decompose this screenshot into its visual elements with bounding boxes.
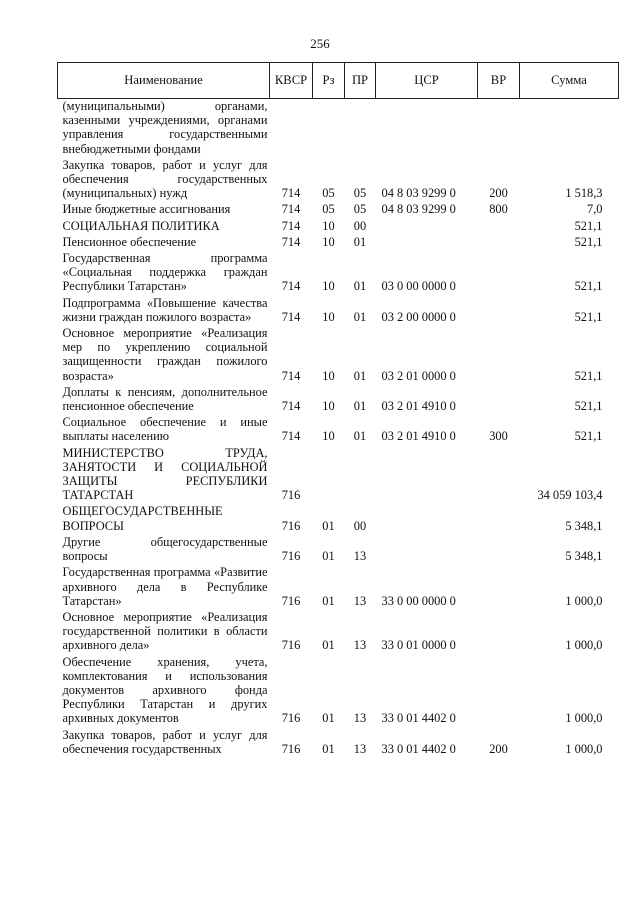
budget-table [57, 62, 619, 758]
row-pr: 01 [353, 429, 367, 444]
table-row [58, 202, 619, 218]
row-kvsr: 714 [281, 279, 301, 294]
row-csr: 03 2 00 0000 0 [381, 309, 456, 324]
row-kvsr: 716 [281, 741, 301, 756]
row-vr [478, 610, 520, 655]
row-name: СОЦИАЛЬНАЯ ПОЛИТИКА [62, 218, 220, 233]
row-pr: 00 [353, 518, 367, 533]
row-rz: 10 [322, 429, 335, 444]
row-name: Основное мероприятие «Реализация мер по укреплению социальной защищенности граждан пожилого возраста» [62, 326, 268, 383]
row-sum: 521,1 [574, 218, 603, 233]
row-rz: 10 [322, 309, 335, 324]
row-name: Закупка товаров, работ и услуг для обеспечения государственных (муниципальных) нужд [62, 157, 268, 201]
row-csr [376, 99, 478, 158]
row-kvsr: 714 [281, 234, 301, 249]
row-rz: 01 [322, 518, 335, 533]
row-name: Доплаты к пенсиям, дополнительное пенсионное обеспечение [62, 384, 268, 414]
table-row [58, 610, 619, 655]
row-vr [478, 535, 520, 565]
header-pr: ПР [345, 63, 376, 99]
row-rz: 10 [322, 399, 335, 414]
row-vr: 300 [489, 429, 508, 444]
row-vr [478, 235, 520, 251]
row-sum: 1 000,0 [565, 711, 603, 726]
row-rz: 01 [322, 741, 335, 756]
row-csr: 03 2 01 4910 0 [381, 399, 456, 414]
row-kvsr: 714 [281, 218, 301, 233]
row-pr: 01 [353, 234, 367, 249]
row-sum: 521,1 [574, 368, 603, 383]
row-vr [478, 655, 520, 728]
row-vr [478, 326, 520, 385]
row-rz: 05 [322, 202, 335, 217]
row-sum: 5 348,1 [565, 549, 603, 564]
page-number: 256 [310, 36, 330, 51]
header-sum: Сумма [520, 63, 619, 99]
row-name: Подпрограмма «Повышение качества жизни граждан пожилого возраста» [62, 295, 268, 324]
row-vr [478, 565, 520, 610]
row-name: МИНИСТЕРСТВО ТРУДА, ЗАНЯТОСТИ И СОЦИАЛЬНОЙ ЗАЩИТЫ РЕСПУБЛИКИ ТАТАРСТАН [62, 445, 268, 503]
row-vr: 200 [489, 741, 508, 756]
row-pr [345, 446, 376, 505]
row-kvsr: 716 [281, 488, 301, 503]
row-pr: 13 [353, 711, 367, 726]
table-row [58, 219, 619, 235]
row-sum: 1 000,0 [565, 593, 603, 608]
table-row [58, 535, 619, 565]
table-row [58, 99, 619, 158]
row-rz: 01 [322, 549, 335, 564]
row-name: Другие общегосударственные вопросы [62, 534, 268, 564]
row-csr: 33 0 00 0000 0 [381, 593, 456, 608]
row-csr [376, 219, 478, 235]
row-kvsr: 714 [281, 186, 301, 201]
row-csr: 03 0 00 0000 0 [381, 279, 456, 294]
row-vr: 800 [489, 202, 508, 217]
table-row [58, 158, 619, 203]
row-pr: 01 [353, 279, 367, 294]
row-sum: 34 059 103,4 [537, 488, 603, 503]
header-name: Наименование [58, 63, 270, 99]
table-row [58, 296, 619, 326]
row-rz [313, 446, 345, 505]
row-csr: 33 0 01 4402 0 [381, 741, 456, 756]
row-vr: 200 [489, 186, 508, 201]
row-kvsr: 716 [281, 518, 301, 533]
row-name: Государственная программа «Развитие архивного дела в Республике Татарстан» [62, 565, 268, 608]
row-sum: 521,1 [574, 309, 603, 324]
row-name: Иные бюджетные ассигнования [62, 202, 231, 217]
row-csr: 04 8 03 9299 0 [381, 186, 456, 201]
row-pr: 05 [353, 186, 367, 201]
row-rz: 10 [322, 368, 335, 383]
header-csr: ЦСР [376, 63, 478, 99]
row-pr: 00 [353, 218, 367, 233]
table-row [58, 326, 619, 385]
row-kvsr: 716 [281, 711, 301, 726]
row-rz: 05 [322, 186, 335, 201]
row-kvsr [270, 99, 313, 158]
table-row [58, 415, 619, 445]
row-vr [478, 504, 520, 534]
row-pr: 13 [353, 549, 367, 564]
row-rz [313, 99, 345, 158]
row-csr [376, 446, 478, 505]
row-sum: 521,1 [574, 429, 603, 444]
row-pr: 13 [353, 593, 367, 608]
row-name: Пенсионное обеспечение [62, 234, 197, 249]
row-vr [478, 446, 520, 505]
row-sum [520, 99, 619, 158]
row-vr [478, 296, 520, 326]
row-csr [376, 504, 478, 534]
row-vr [478, 251, 520, 296]
row-pr: 01 [353, 399, 367, 414]
table-row [58, 235, 619, 251]
row-rz: 10 [322, 279, 335, 294]
row-vr [478, 99, 520, 158]
row-kvsr: 714 [281, 309, 301, 324]
row-sum: 521,1 [574, 399, 603, 414]
row-sum: 521,1 [574, 279, 603, 294]
header-rz: Рз [313, 63, 345, 99]
row-rz: 01 [322, 638, 335, 653]
table-row [58, 504, 619, 534]
row-sum: 1 518,3 [565, 186, 603, 201]
row-name: Социальное обеспечение и иные выплаты населению [62, 415, 268, 444]
table-row [58, 446, 619, 505]
row-rz: 01 [322, 593, 335, 608]
table-row [58, 728, 619, 758]
row-csr: 33 0 01 0000 0 [381, 638, 456, 653]
header-kvsr: КВСР [270, 63, 313, 99]
row-kvsr: 714 [281, 202, 301, 217]
table-row [58, 385, 619, 415]
row-pr: 13 [353, 638, 367, 653]
row-kvsr: 714 [281, 429, 301, 444]
row-csr: 04 8 03 9299 0 [381, 202, 456, 217]
row-rz: 10 [322, 218, 335, 233]
row-sum: 521,1 [574, 234, 603, 249]
table-row [58, 251, 619, 296]
row-csr: 33 0 01 4402 0 [381, 711, 456, 726]
row-name: Закупка товаров, работ и услуг для обеспечения государственных [62, 727, 268, 756]
table-header [58, 63, 619, 99]
row-csr [376, 535, 478, 565]
row-pr: 01 [353, 309, 367, 324]
row-pr: 13 [353, 741, 367, 756]
row-rz: 10 [322, 234, 335, 249]
row-pr: 05 [353, 202, 367, 217]
row-name: ОБЩЕГОСУДАРСТВЕННЫЕ ВОПРОСЫ [62, 504, 223, 533]
row-kvsr: 714 [281, 399, 301, 414]
row-kvsr: 716 [281, 638, 301, 653]
table-row [58, 565, 619, 610]
row-csr: 03 2 01 0000 0 [381, 368, 456, 383]
row-name: Обеспечение хранения, учета, комплектования и использования документов архивного фонда Республики Татарстан и других архивных документов [62, 654, 268, 726]
row-csr [376, 235, 478, 251]
row-csr: 03 2 01 4910 0 [381, 429, 456, 444]
row-name: Государственная программа «Социальная поддержка граждан Республики Татарстан» [62, 251, 268, 294]
table-row [58, 655, 619, 728]
row-pr: 01 [353, 368, 367, 383]
header-vr: ВР [478, 63, 520, 99]
row-kvsr: 714 [281, 368, 301, 383]
table-body [58, 99, 619, 758]
row-pr [345, 99, 376, 158]
row-vr [478, 385, 520, 415]
row-vr [478, 219, 520, 235]
row-sum: 1 000,0 [565, 638, 603, 653]
row-sum: 5 348,1 [565, 518, 603, 533]
row-sum: 1 000,0 [565, 741, 603, 756]
row-name: Основное мероприятие «Реализация государственной политики в области архивного дела» [62, 609, 268, 653]
row-kvsr: 716 [281, 549, 301, 564]
row-rz: 01 [322, 711, 335, 726]
row-sum: 7,0 [587, 202, 603, 217]
row-name: (муниципальными) органами, казенными учреждениями, органами управления государственными внебюджетными фондами [62, 99, 268, 156]
row-kvsr: 716 [281, 593, 301, 608]
